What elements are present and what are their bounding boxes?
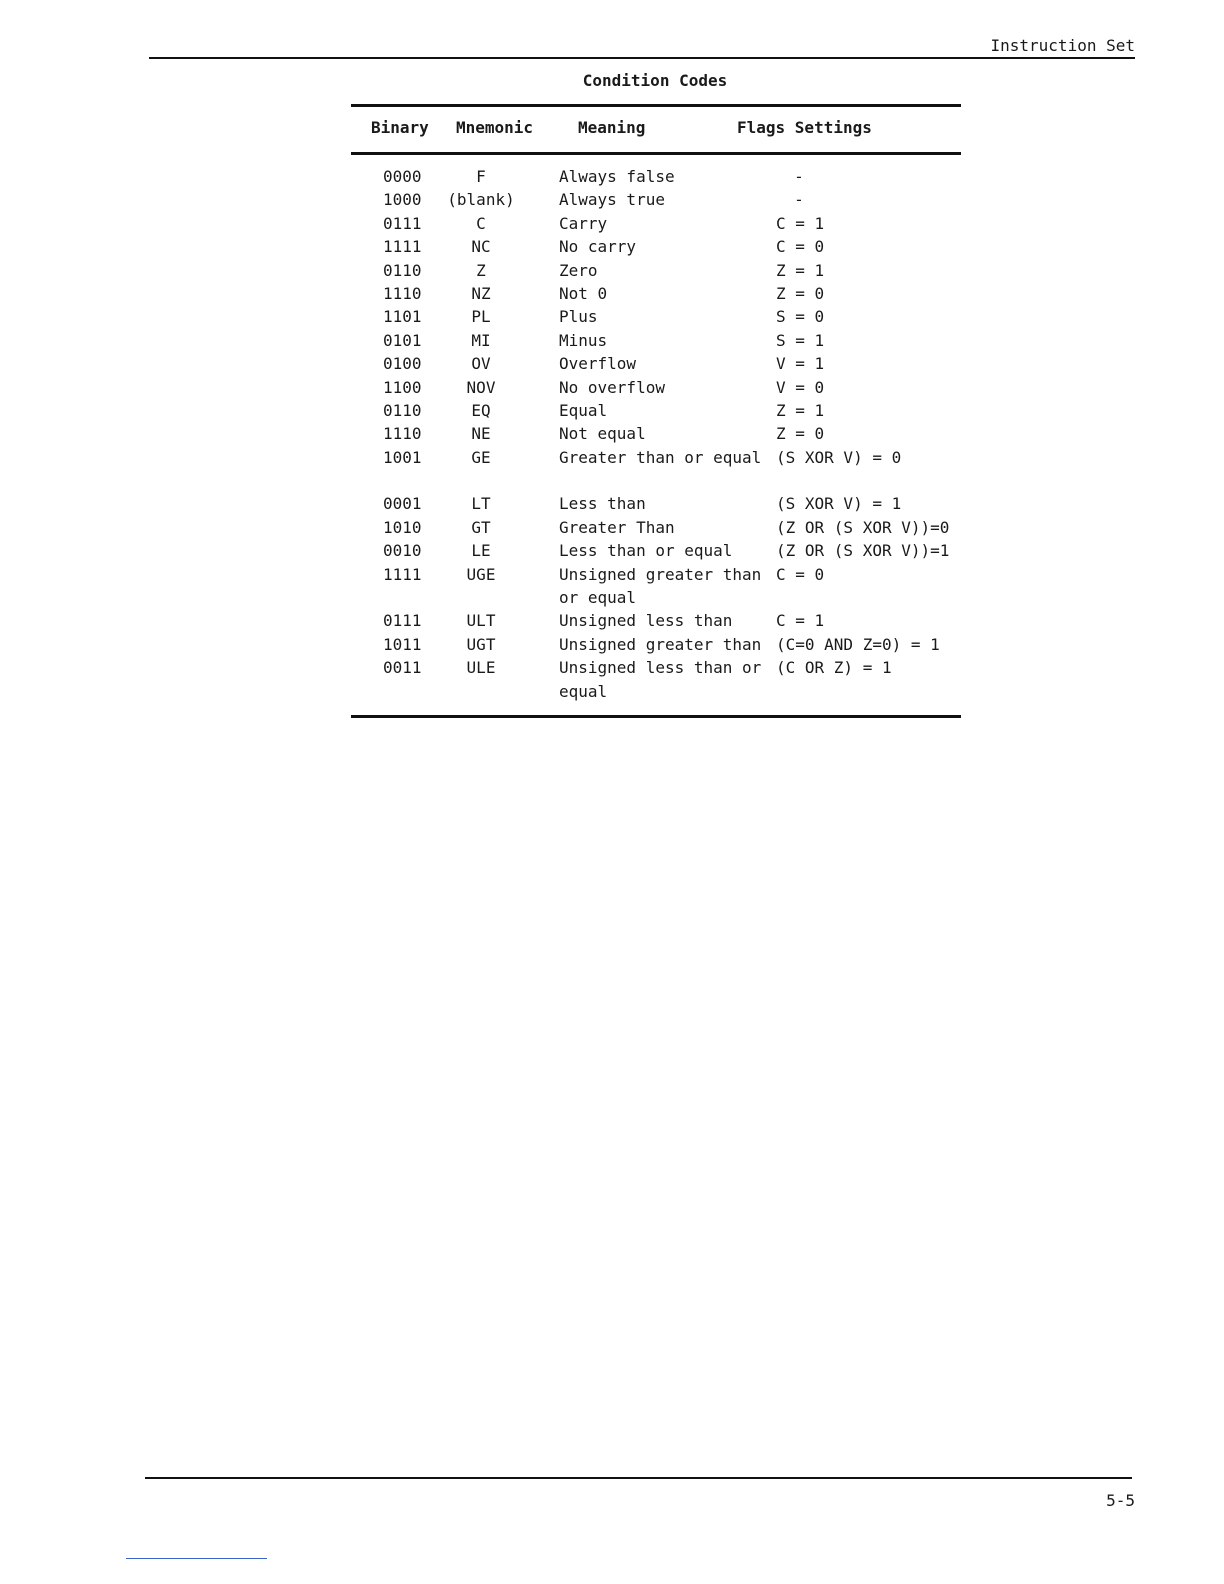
running-head: Instruction Set bbox=[990, 36, 1135, 55]
table-row bbox=[351, 633, 961, 656]
table-row bbox=[351, 563, 961, 610]
table-row bbox=[351, 235, 961, 258]
binary-cell: 0101 bbox=[383, 330, 422, 350]
meaning-cell: Zero bbox=[559, 260, 598, 280]
flags-cell: (C OR Z) = 1 bbox=[776, 658, 892, 678]
table-body bbox=[351, 165, 961, 703]
binary-cell: 1101 bbox=[383, 307, 422, 327]
mnemonic-cell: NC bbox=[471, 237, 491, 257]
flags-cell: V = 1 bbox=[776, 354, 825, 374]
binary-cell: 0111 bbox=[383, 213, 422, 233]
meaning-cell: Less than or equal bbox=[559, 541, 733, 561]
table-title: Condition Codes bbox=[582, 71, 728, 90]
binary-cell: 1011 bbox=[383, 634, 422, 654]
binary-cell: 0000 bbox=[383, 167, 422, 186]
meaning-cell: Not equal bbox=[559, 424, 646, 444]
table-header-rule bbox=[351, 152, 961, 155]
binary-cell: 1111 bbox=[383, 564, 422, 584]
mnemonic-cell: F bbox=[476, 167, 486, 186]
meaning-cell: No carry bbox=[559, 237, 637, 257]
flags-cell: S = 1 bbox=[776, 330, 825, 350]
table-header-row bbox=[351, 118, 961, 140]
column-header-binary: Binary bbox=[371, 118, 429, 137]
mnemonic-cell: MI bbox=[471, 330, 491, 350]
flags-cell: V = 0 bbox=[776, 377, 825, 397]
meaning-cell: No overflow bbox=[559, 377, 665, 397]
table-row bbox=[351, 188, 961, 211]
table-row bbox=[351, 212, 961, 235]
footer-rule bbox=[145, 1477, 1132, 1479]
binary-cell: 1000 bbox=[383, 190, 422, 210]
flags-cell: C = 0 bbox=[776, 564, 825, 584]
meaning-cell: Carry bbox=[559, 213, 608, 233]
binary-cell: 0011 bbox=[383, 658, 422, 678]
meaning-cell: Always false bbox=[559, 167, 675, 186]
meaning-cell: Unsigned less than or equal bbox=[559, 658, 762, 701]
binary-cell: 1110 bbox=[383, 283, 422, 303]
mnemonic-cell: NOV bbox=[466, 377, 496, 397]
binary-cell: 1110 bbox=[383, 424, 422, 444]
mnemonic-cell: LE bbox=[471, 541, 491, 561]
binary-cell: 0010 bbox=[383, 541, 422, 561]
mnemonic-cell: GE bbox=[471, 447, 491, 467]
binary-cell: 0110 bbox=[383, 260, 422, 280]
binary-cell: 0110 bbox=[383, 400, 422, 420]
mnemonic-cell: PL bbox=[471, 307, 491, 327]
blue-underline bbox=[126, 1558, 267, 1559]
mnemonic-cell: C bbox=[476, 213, 486, 233]
table-row bbox=[351, 609, 961, 632]
mnemonic-cell: Z bbox=[476, 260, 486, 280]
table-row bbox=[351, 492, 961, 515]
flags-cell: Z = 0 bbox=[776, 424, 825, 444]
meaning-cell: Not 0 bbox=[559, 283, 608, 303]
flags-cell: C = 1 bbox=[776, 213, 825, 233]
meaning-cell: Minus bbox=[559, 330, 608, 350]
mnemonic-cell: EQ bbox=[471, 400, 491, 420]
mnemonic-cell: (blank) bbox=[447, 190, 515, 210]
mnemonic-cell: UGE bbox=[466, 564, 496, 584]
table-bottom-rule bbox=[351, 715, 961, 718]
meaning-cell: Plus bbox=[559, 307, 598, 327]
mnemonic-cell: ULE bbox=[466, 658, 496, 678]
meaning-cell: Always true bbox=[559, 190, 665, 210]
flags-cell: Z = 0 bbox=[776, 283, 825, 303]
binary-cell: 1111 bbox=[383, 237, 422, 257]
meaning-cell: Greater Than bbox=[559, 517, 675, 537]
binary-cell: 0111 bbox=[383, 611, 422, 631]
table-row bbox=[351, 352, 961, 375]
binary-cell: 1001 bbox=[383, 447, 422, 467]
meaning-cell: Less than bbox=[559, 494, 646, 514]
flags-cell: (Z OR (S XOR V))=1 bbox=[776, 541, 950, 561]
top-rule bbox=[149, 57, 1135, 59]
column-header-meaning: Meaning bbox=[578, 118, 646, 137]
table-row bbox=[351, 422, 961, 445]
table-row bbox=[351, 376, 961, 399]
table-row bbox=[351, 259, 961, 282]
meaning-cell: Equal bbox=[559, 400, 608, 420]
table-row bbox=[351, 539, 961, 562]
binary-cell: 0001 bbox=[383, 494, 422, 514]
table-row bbox=[351, 446, 961, 493]
table-row bbox=[351, 282, 961, 305]
flags-cell: - bbox=[794, 190, 804, 210]
page-number: 5-5 bbox=[1106, 1491, 1135, 1510]
table-row bbox=[351, 329, 961, 352]
flags-cell: - bbox=[794, 167, 804, 186]
mnemonic-cell: LT bbox=[471, 494, 491, 514]
meaning-cell: Overflow bbox=[559, 354, 637, 374]
table-top-rule bbox=[351, 104, 961, 107]
flags-cell: Z = 1 bbox=[776, 260, 825, 280]
mnemonic-cell: GT bbox=[471, 517, 491, 537]
column-header-flags: Flags Settings bbox=[737, 118, 872, 137]
table-row bbox=[351, 516, 961, 539]
binary-cell: 0100 bbox=[383, 354, 422, 374]
meaning-cell: Unsigned greater than or equal bbox=[559, 564, 762, 608]
binary-cell: 1100 bbox=[383, 377, 422, 397]
binary-cell: 1010 bbox=[383, 517, 422, 537]
column-header-mnemonic: Mnemonic bbox=[456, 118, 534, 137]
flags-cell: S = 0 bbox=[776, 307, 825, 327]
mnemonic-cell: ULT bbox=[466, 611, 496, 631]
flags-cell: C = 1 bbox=[776, 611, 825, 631]
table-row bbox=[351, 165, 961, 188]
mnemonic-cell: NE bbox=[471, 424, 491, 444]
mnemonic-cell: UGT bbox=[466, 634, 496, 654]
meaning-cell: Unsigned less than bbox=[559, 611, 733, 631]
flags-cell: Z = 1 bbox=[776, 400, 825, 420]
flags-cell: (S XOR V) = 1 bbox=[776, 494, 902, 514]
table-row bbox=[351, 656, 961, 703]
meaning-cell: Greater than or equal bbox=[559, 447, 762, 467]
flags-cell: (Z OR (S XOR V))=0 bbox=[776, 517, 950, 537]
meaning-cell: Unsigned greater than bbox=[559, 634, 762, 654]
flags-cell: C = 0 bbox=[776, 237, 825, 257]
mnemonic-cell: OV bbox=[471, 354, 491, 374]
mnemonic-cell: NZ bbox=[471, 283, 491, 303]
table-row bbox=[351, 305, 961, 328]
flags-cell: (S XOR V) = 0 bbox=[776, 447, 902, 467]
flags-cell: (C=0 AND Z=0) = 1 bbox=[776, 634, 940, 654]
table-row bbox=[351, 399, 961, 422]
